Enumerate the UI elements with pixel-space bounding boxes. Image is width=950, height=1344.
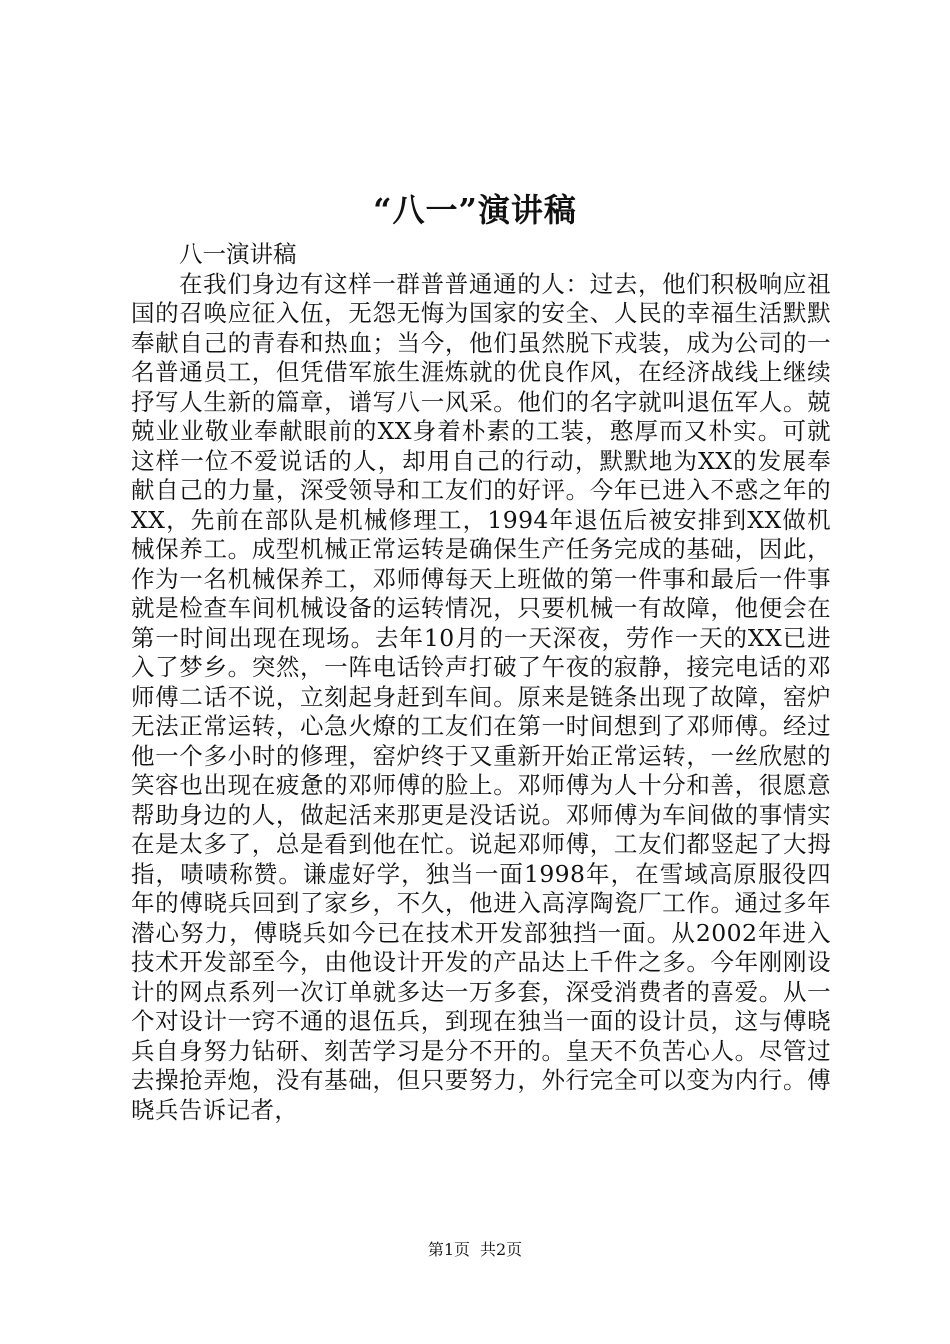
page-footer [0, 1238, 950, 1262]
document-title: “八一”演讲稿 [373, 191, 577, 229]
page-number-total: 共2页 [480, 1240, 523, 1259]
page-number-current: 第1页 [427, 1240, 470, 1259]
document-content [131, 240, 831, 1125]
document-subtitle: 八一演讲稿 [179, 240, 297, 268]
body-paragraph: 在我们身边有这样一群普普通通的人：过去，他们积极响应祖国的召唤应征入伍，无怨无悔为国家的安全、人民的幸福生活默默奉献自己的青春和热血；当今，他们虽然脱下戎装，成为公司的一名普通员工，但凭借军旅生涯炼就的优良作风，在经济战线上继续抒写人生新的篇章，谱写八一风采。他们的名字就叫退伍军人。兢兢业业敬业奉献眼前的XX身着朴素的工装，憨厚而又朴实。可就这样一位不爱说话的人，却用自己的行动，默默地为XX的发展奉献自己的力量，深受领导和工友们的好评。今年已进入不惑之年的XX，先前在部队是机械修理工，1994年退伍后被安排到XX做机械保养工。成型机械正常运转是确保生产任务完成的基础，因此，作为一名机械保养工，邓师傅每天上班做的第一件事和最后一件事就是检查车间机械设备的运转情况，只要机械一有故障，他便会在第一时间出现在现场。去年10月的一天深夜，劳作一天的XX已进入了梦乡。突然，一阵电话铃声打破了午夜的寂静，接完电话的邓师傅二话不说，立刻起身赶到车间。原来是链条出现了故障，窑炉无法正常运转，心急火燎的工友们在第一时间想到了邓师傅。经过他一个多小时的修理，窑炉终于又重新开始正常运转，一丝欣慰的笑容也出现在疲惫的邓师傅的脸上。邓师傅为人十分和善，很愿意帮助身边的人，做起活来那更是没话说。邓师傅为车间做的事情实在是太多了，总是看到他在忙。说起邓师傅，工友们都竖起了大拇指，啧啧称赞。谦虚好学，独当一面1998年，在雪域高原服役四年的傅晓兵回到了家乡，不久，他进入高淳陶瓷厂工作。通过多年潜心努力，傅晓兵如今已在技术开发部独挡一面。从2002年进入技术开发部至今，由他设计开发的产品达上千件之多。今年刚刚设计的网点系列一次订单就多达一万多套，深受消费者的喜爱。从一个对设计一窍不通的退伍兵，到现在独当一面的设计员，这与傅晓兵自身努力钻研、刻苦学习是分不开的。皇天不负苦心人。尽管过去操抢弄炮，没有基础，但只要努力，外行完全可以变为内行。傅晓兵告诉记者， [131, 269, 831, 1124]
